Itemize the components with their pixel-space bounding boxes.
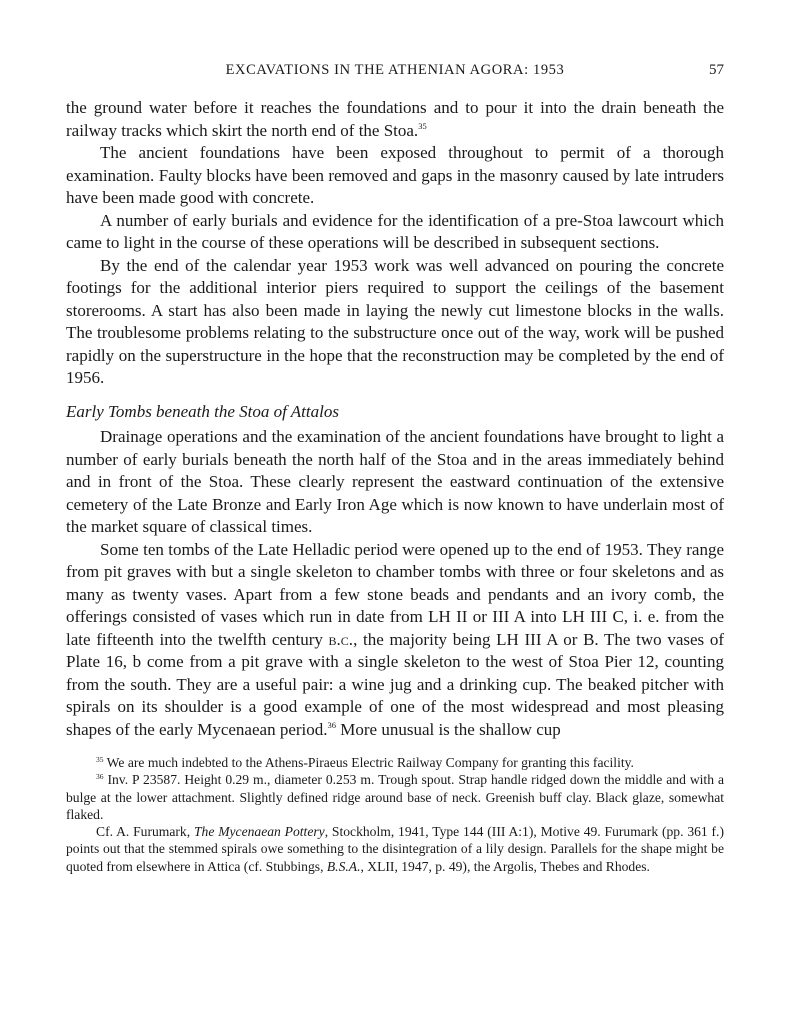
footnote-36-book-title: The Mycenaean Pottery bbox=[193, 824, 325, 840]
paragraph-1-text: the ground water before it reaches the foundations and to pour it into the drain beneath the railway tracks which skirt the north end of the Stoa. bbox=[66, 98, 724, 140]
running-title: EXCAVATIONS IN THE ATHENIAN AGORA: 1953 bbox=[225, 62, 565, 78]
footnote-ref-36: 36 bbox=[327, 719, 336, 730]
paragraph-4: By the end of the calendar year 1953 work was well advanced on pouring the concrete footings for the additional interior piers required to support the ceilings of the basement storerooms. A start has also been made in laying the newly cut limestone blocks in the walls. The troublesome problems relating to the substructure once out of the way, work will be pushed rapidly on the superstructure in the hope that the reconstruction may be completed by the end of 1956. bbox=[66, 255, 724, 387]
footnotes bbox=[66, 754, 724, 875]
footnote-35-text: We are much indebted to the Athens-Piraeus Electric Railway Company for granting this facility. bbox=[106, 755, 634, 770]
footnote-36-text: Inv. P 23587. Height 0.29 m., diameter 0.253 m. Trough spout. Strap handle ridged down the middle and with a bulge at the lower attachment. Slightly defined ridge around base of neck. Greenish buff clay. Black glaze, somewhat flaked. bbox=[66, 772, 724, 822]
page bbox=[66, 62, 724, 875]
main-text bbox=[66, 97, 724, 741]
footnote-ref-35: 35 bbox=[418, 120, 427, 131]
paragraph-3: A number of early burials and evidence for the identification of a pre-Stoa lawcourt which came to light in the course of these operations will be described in subsequent sections. bbox=[66, 210, 724, 252]
footnote-36-cont-a: Cf. A. Furumark, bbox=[96, 824, 194, 840]
paragraph-6 bbox=[66, 539, 724, 742]
running-head bbox=[66, 62, 724, 84]
paragraph-2: The ancient foundations have been exposed throughout to permit of a thorough examination. Faulty blocks have been removed and gaps in the masonry caused by late intruders have been made good with concrete. bbox=[66, 143, 724, 207]
paragraph-6-bc: b.c. bbox=[328, 629, 354, 649]
footnote-36-mark: 36 bbox=[96, 772, 104, 782]
paragraph-6-text-a: Some ten tombs of the Late Helladic period were opened up to the end of 1953. They range from pit graves with but a single skeleton to chamber tombs with three or four skeletons and as many as twenty vases. Apart from a few stone beads and pendants and an ivory comb, the offerings consisted of vases which run in date from LH II or III A into LH III C, i. e. from the late fifteenth into the twelfth century bbox=[66, 539, 724, 649]
footnote-36-journal: B.S.A. bbox=[326, 858, 361, 874]
footnote-36-continuation bbox=[66, 823, 724, 875]
footnote-36-cont-b: , Stockholm, 1941, Type 144 (III A:1), Motive 49. Furumark (pp. 361 f.) points out that the stemmed spirals owe something to the disintegration of a lily design. Parallels for the shape might be quoted from elsewhere in Attica (cf. Stubbings, bbox=[66, 824, 724, 874]
paragraph-5: Drainage operations and the examination of the ancient foundations have brought to light a number of early burials beneath the north half of the Stoa and in the areas immediately behind and in front of the Stoa. These clearly represent the eastward continuation of the extensive cemetery of the Late Bronze and Early Iron Age which is now known to have underlain most of the market square of classical times. bbox=[66, 427, 724, 536]
paragraph-6-text-c: More unusual is the shallow cup bbox=[336, 719, 561, 739]
page-number: 57 bbox=[709, 62, 724, 78]
footnote-36-cont-c: , XLII, 1947, p. 49), the Argolis, Thebes and Rhodes. bbox=[360, 858, 650, 874]
footnote-36 bbox=[66, 771, 724, 823]
footnote-35-mark: 35 bbox=[96, 755, 104, 764]
paragraph-1 bbox=[66, 97, 724, 142]
paragraph-6-text-b: , the majority being LH III A or B. The two vases of Plate 16, b come from a pit grave with a single skeleton to the west of Stoa Pier 12, counting from the south. They are a useful pair: a wine jug and a drinking cup. The beaked pitcher with spirals on its shoulder is a good example of one of the most widespread and most pleasing shapes of the early Mycenaean period. bbox=[66, 629, 724, 739]
footnote-35 bbox=[66, 754, 724, 771]
section-heading: Early Tombs beneath the Stoa of Attalos bbox=[66, 401, 339, 421]
